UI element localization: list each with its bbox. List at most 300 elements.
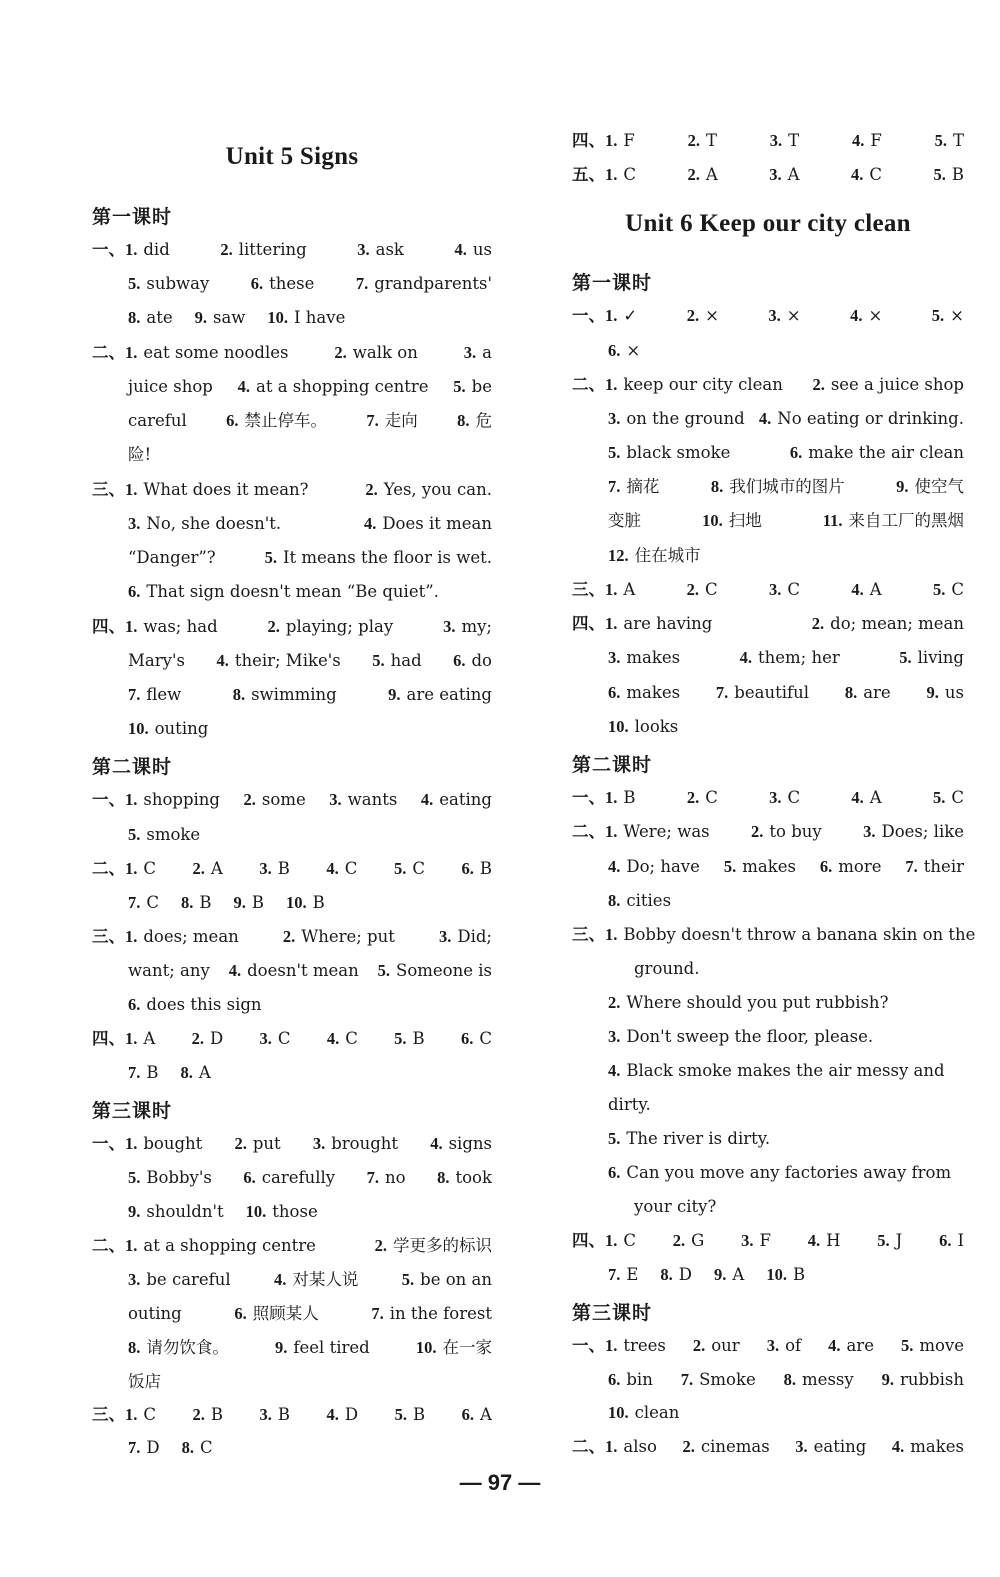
- item-number: 5.: [932, 580, 946, 599]
- answer-text: your city?: [634, 1197, 717, 1216]
- item-number: 4.: [228, 961, 242, 980]
- answer-line: [608, 473, 964, 501]
- unit6-title: Unit 6 Keep our city clean: [625, 210, 911, 237]
- item-number: 1.: [605, 580, 618, 599]
- item-number: 7.: [905, 857, 918, 876]
- item-number: 6.: [789, 443, 803, 462]
- answer-line: [608, 1023, 964, 1051]
- answer-item: [682, 1433, 769, 1461]
- answer-item: [933, 576, 964, 604]
- answer-item: [259, 855, 290, 883]
- section-number: 四、: [572, 131, 605, 150]
- item-number: 5.: [608, 1129, 621, 1148]
- answer-item: [402, 1266, 492, 1294]
- answer-text: F: [623, 131, 635, 150]
- item-number: 4.: [739, 648, 752, 667]
- item-number: 5.: [877, 1231, 890, 1250]
- answer-item: [608, 473, 659, 501]
- answer-line: [608, 1399, 964, 1427]
- answer-item: [845, 679, 891, 707]
- item-number: 3.: [768, 580, 782, 599]
- answer-text: C: [705, 788, 718, 807]
- answer-item: [128, 510, 281, 538]
- answer-line: [608, 1261, 964, 1289]
- answer-line: [128, 270, 492, 298]
- answer-text: A: [198, 1063, 211, 1082]
- answer-item: [375, 1232, 492, 1260]
- answer-item: [238, 373, 429, 401]
- answer-text: 对某人说: [292, 1270, 359, 1289]
- answer-item: [790, 439, 964, 467]
- answer-text: ask: [375, 240, 404, 259]
- answer-item: [193, 1401, 224, 1429]
- item-number: 4.: [891, 1437, 905, 1456]
- item-number: 6.: [243, 1168, 256, 1187]
- answer-line: [128, 1300, 492, 1328]
- item-number: 1.: [125, 480, 138, 499]
- answer-item: [394, 855, 425, 883]
- item-number: 3.: [259, 1405, 272, 1424]
- answer-text: their: [923, 857, 964, 876]
- item-number: 3.: [443, 617, 456, 636]
- item-number: 1.: [605, 306, 618, 325]
- item-number: 4.: [608, 1061, 621, 1080]
- item-number: 10.: [245, 1202, 267, 1221]
- item-number: 8.: [128, 1338, 141, 1357]
- answer-text: makes: [742, 857, 796, 876]
- answer-item: [608, 679, 680, 707]
- answer-text: 来自工厂的黑烟: [848, 511, 964, 530]
- answer-text: are: [863, 683, 891, 702]
- answer-item: [812, 610, 964, 638]
- answer-text: more: [838, 857, 882, 876]
- section-number: 一、: [92, 1134, 125, 1153]
- section-number: 二、: [92, 859, 125, 878]
- answer-item: [234, 1300, 318, 1328]
- answer-item: [608, 853, 700, 881]
- item-number: 4.: [850, 306, 863, 325]
- answer-item: [766, 1265, 805, 1284]
- answer-text: rubbish: [899, 1370, 964, 1389]
- answer-text: C: [143, 1405, 156, 1424]
- answer-item: [820, 853, 882, 881]
- answer-item: [246, 1202, 318, 1221]
- item-number: 5.: [608, 443, 621, 462]
- item-number: 4.: [807, 1231, 821, 1250]
- answer-line: [572, 1433, 964, 1461]
- answer-item: [608, 717, 678, 736]
- section-number: 三、: [92, 480, 125, 499]
- item-number: 3.: [438, 927, 452, 946]
- answer-item: [453, 647, 492, 675]
- item-number: 1.: [605, 131, 618, 150]
- answer-text: does; mean: [143, 927, 239, 946]
- answer-item: [769, 161, 799, 189]
- answer-item: [226, 407, 327, 435]
- item-number: 6.: [608, 341, 621, 360]
- answer-item: [751, 818, 822, 846]
- answer-text: C: [787, 580, 800, 599]
- item-number: 8.: [232, 685, 246, 704]
- answer-item: [673, 1227, 705, 1255]
- item-number: 6.: [608, 1163, 621, 1182]
- item-number: 6.: [226, 411, 239, 430]
- answer-item: [608, 546, 701, 565]
- answer-item: [808, 1227, 841, 1255]
- answer-item: [687, 161, 717, 189]
- answer-text: carefully: [261, 1168, 336, 1187]
- answer-text: feel tired: [293, 1338, 370, 1357]
- answer-text: C: [345, 1029, 358, 1048]
- answer-item: [740, 644, 840, 672]
- item-number: 1.: [125, 240, 138, 259]
- item-number: 4.: [851, 580, 864, 599]
- answer-item: [365, 476, 492, 504]
- answer-item: [768, 302, 800, 330]
- section-number: 三、: [92, 1405, 125, 1424]
- item-number: 3.: [128, 514, 141, 533]
- answer-text: at a shopping centre: [255, 377, 429, 396]
- item-number: 10.: [267, 308, 289, 327]
- answer-item: [770, 127, 799, 155]
- answer-line: [128, 1368, 492, 1396]
- answer-text: cities: [626, 891, 672, 910]
- answer-item: [128, 1334, 229, 1362]
- item-number: 5.: [453, 377, 466, 396]
- answer-item: [899, 644, 964, 672]
- item-number: 4.: [326, 1405, 339, 1424]
- answer-line: [128, 1164, 492, 1192]
- answer-item: [388, 681, 492, 709]
- answer-item: [608, 1129, 770, 1148]
- item-number: 10.: [286, 893, 307, 912]
- answer-text: also: [623, 1437, 657, 1456]
- answer-item: [693, 1332, 740, 1360]
- answer-line: [128, 441, 492, 469]
- answer-item: [371, 1300, 492, 1328]
- answer-text: E: [626, 1265, 639, 1284]
- answer-item: [128, 582, 439, 601]
- answer-line: [128, 1198, 492, 1226]
- answer-line: [608, 542, 964, 570]
- answer-item: [92, 339, 288, 367]
- answer-item: [608, 1061, 945, 1080]
- answer-item: [572, 1227, 636, 1255]
- answer-text: bought: [143, 1134, 203, 1153]
- answer-item: [901, 1332, 964, 1360]
- answer-text: ×: [950, 306, 964, 325]
- answer-text: ×: [705, 306, 719, 325]
- answer-item: [128, 825, 200, 844]
- answer-text: outing: [154, 719, 209, 738]
- answer-line: [634, 955, 964, 983]
- answer-item: [394, 1025, 425, 1053]
- answer-text: No, she doesn't.: [146, 514, 282, 533]
- item-number: 3.: [768, 306, 781, 325]
- answer-text: C: [412, 859, 425, 878]
- item-number: 5.: [899, 648, 912, 667]
- answer-text: B: [623, 788, 636, 807]
- answer-item: [128, 1063, 159, 1082]
- item-number: 9.: [194, 308, 207, 327]
- answer-text: 请勿饮食。: [146, 1338, 229, 1357]
- item-number: 10.: [415, 1338, 437, 1357]
- section-number: 三、: [572, 925, 605, 944]
- answer-text: shopping: [143, 790, 220, 809]
- answer-text: A: [787, 165, 800, 184]
- item-number: 1.: [125, 617, 138, 636]
- answer-line: [128, 957, 492, 985]
- item-number: 1.: [605, 925, 618, 944]
- answer-item: [128, 719, 208, 738]
- answer-text: Yes, you can.: [383, 480, 492, 499]
- answer-text: “Danger”?: [128, 548, 216, 567]
- item-number: 6.: [608, 683, 621, 702]
- item-number: 2.: [751, 822, 764, 841]
- item-number: 3.: [769, 131, 783, 150]
- answer-line: [92, 613, 492, 641]
- answer-text: trees: [623, 1336, 666, 1355]
- answer-text: A: [143, 1029, 156, 1048]
- answer-text: That sign doesn't mean “Be quiet”.: [146, 582, 439, 601]
- answer-line: [572, 371, 964, 399]
- answer-item: [812, 371, 964, 399]
- item-number: 1.: [605, 375, 618, 394]
- answer-text: T: [952, 131, 964, 150]
- item-number: 4.: [608, 857, 621, 876]
- answer-text: put: [252, 1134, 281, 1153]
- answer-text: Where should you put rubbish?: [626, 993, 889, 1012]
- answer-text: C: [951, 580, 964, 599]
- answer-text: saw: [212, 308, 246, 327]
- item-number: 3.: [795, 1437, 808, 1456]
- answer-item: [430, 1130, 492, 1158]
- answer-text: F: [759, 1231, 771, 1250]
- answer-item: [608, 1027, 873, 1046]
- answer-text: No eating or drinking.: [777, 409, 964, 428]
- answer-item: [244, 786, 306, 814]
- answer-item: [283, 923, 395, 951]
- item-number: 4.: [326, 859, 339, 878]
- answer-text: dirty.: [608, 1095, 651, 1114]
- item-number: 3.: [357, 240, 370, 259]
- answer-text: B: [251, 893, 265, 912]
- item-number: 2.: [672, 1231, 686, 1250]
- answer-item: [192, 1025, 224, 1053]
- answer-item: [828, 1332, 874, 1360]
- answer-text: B: [277, 859, 290, 878]
- section-number: 一、: [572, 306, 605, 325]
- item-number: 8.: [437, 1168, 450, 1187]
- answer-item: [572, 302, 637, 330]
- answer-text: D: [678, 1265, 693, 1284]
- answer-line: [92, 855, 492, 883]
- answer-item: [195, 308, 246, 327]
- answer-text: B: [479, 859, 492, 878]
- answer-line: [128, 889, 492, 917]
- answer-text: What does it mean?: [143, 480, 309, 499]
- answer-text: do; mean; mean: [830, 614, 964, 633]
- answer-text: 禁止停车。: [244, 411, 327, 430]
- answer-text: makes: [626, 648, 681, 667]
- answer-item: [92, 1401, 156, 1429]
- answer-text: was; had: [143, 617, 218, 636]
- answer-item: [128, 270, 209, 298]
- answer-text: C: [146, 893, 159, 912]
- item-number: 7.: [371, 1304, 384, 1323]
- answer-line: [92, 1025, 492, 1053]
- unit6-lesson3-heading: 第三课时: [572, 1302, 653, 1324]
- section-number: 四、: [572, 614, 605, 633]
- answer-item: [92, 476, 309, 504]
- answer-item: [572, 610, 712, 638]
- answer-text: J: [895, 1231, 903, 1250]
- answer-text: clean: [634, 1403, 680, 1422]
- answer-line: [572, 784, 964, 812]
- answer-item: [933, 161, 964, 189]
- answer-text: us: [944, 683, 964, 702]
- answer-line: [128, 1266, 492, 1294]
- answer-text: 险!: [128, 445, 152, 464]
- answer-text: 扫地: [728, 511, 762, 530]
- answer-item: [892, 1433, 964, 1461]
- answer-line: [608, 644, 964, 672]
- answer-item: [233, 681, 337, 709]
- answer-text: want; any: [128, 961, 210, 980]
- item-number: 1.: [605, 822, 618, 841]
- answer-text: are having: [623, 614, 713, 633]
- item-number: 2.: [192, 1405, 205, 1424]
- answer-text: A: [732, 1265, 745, 1284]
- item-number: 9.: [388, 685, 401, 704]
- answer-item: [128, 681, 181, 709]
- answer-text: my;: [461, 617, 492, 636]
- answer-text: grandparents': [374, 274, 492, 293]
- answer-text: be: [471, 377, 492, 396]
- answer-line: [128, 373, 492, 401]
- item-number: 5.: [377, 961, 391, 980]
- answer-text: to buy: [769, 822, 822, 841]
- answer-text: walk on: [352, 343, 418, 362]
- item-number: 6.: [461, 859, 474, 878]
- answer-line: [608, 1057, 964, 1085]
- item-number: 7.: [366, 1168, 380, 1187]
- answer-text: 住在城市: [634, 546, 701, 565]
- answer-item: [608, 644, 680, 672]
- answer-text: A: [869, 580, 882, 599]
- answer-text: subway: [146, 274, 210, 293]
- answer-item: [364, 510, 492, 538]
- answer-text: ×: [626, 341, 641, 360]
- section-number: 二、: [92, 1236, 125, 1255]
- answer-text: took: [455, 1168, 492, 1187]
- item-number: 6.: [234, 1304, 247, 1323]
- answer-text: I: [957, 1231, 964, 1250]
- item-number: 1.: [125, 1134, 138, 1153]
- item-number: 3.: [766, 1336, 780, 1355]
- answer-item: [932, 302, 964, 330]
- answer-item: [92, 613, 218, 641]
- unit6-lesson2-heading: 第二课时: [572, 754, 653, 776]
- answer-text: shouldn't: [146, 1202, 224, 1221]
- item-number: 7.: [608, 1265, 621, 1284]
- answer-item: [92, 855, 156, 883]
- item-number: 4.: [326, 1029, 340, 1048]
- answer-line: [608, 679, 964, 707]
- item-number: 8.: [128, 308, 141, 327]
- answer-text: some: [261, 790, 306, 809]
- section-number: 二、: [572, 375, 605, 394]
- answer-text: B: [146, 1063, 159, 1082]
- answer-text: B: [210, 1405, 224, 1424]
- answer-text: careful: [128, 411, 187, 430]
- answer-text: Where; put: [301, 927, 395, 946]
- answer-item: [741, 1227, 771, 1255]
- answer-item: [128, 1164, 212, 1192]
- answer-item: [769, 576, 800, 604]
- answer-item: [128, 1266, 231, 1294]
- answer-item: [181, 1063, 211, 1082]
- item-number: 2.: [692, 1336, 706, 1355]
- answer-text: bin: [626, 1370, 653, 1389]
- item-number: 3.: [463, 343, 477, 362]
- item-number: 2.: [812, 375, 825, 394]
- item-number: 8.: [710, 477, 724, 496]
- item-number: 4.: [420, 790, 434, 809]
- item-number: 3.: [608, 409, 621, 428]
- item-number: 7.: [128, 1063, 141, 1082]
- answer-item: [92, 1232, 316, 1260]
- item-number: 10.: [608, 1403, 629, 1422]
- answer-item: [128, 1438, 160, 1457]
- item-number: 1.: [125, 790, 138, 809]
- answer-line: [608, 887, 964, 915]
- answer-text: T: [788, 131, 800, 150]
- answer-text: Did;: [457, 927, 492, 946]
- item-number: 4.: [430, 1134, 443, 1153]
- item-number: 4.: [363, 514, 377, 533]
- item-number: 6.: [460, 1029, 474, 1048]
- item-number: 6.: [461, 1405, 475, 1424]
- answer-item: [608, 439, 730, 467]
- item-number: 1.: [125, 927, 138, 946]
- answer-line: [572, 161, 964, 189]
- item-number: 8.: [783, 1370, 797, 1389]
- item-number: 2.: [282, 927, 296, 946]
- item-number: 4.: [237, 377, 250, 396]
- answer-item: [457, 407, 492, 435]
- answer-text: 饭店: [128, 1372, 161, 1391]
- answer-text: C: [344, 859, 358, 878]
- item-number: 3.: [608, 1027, 621, 1046]
- answer-text: make the air clean: [808, 443, 964, 462]
- item-number: 3.: [769, 165, 782, 184]
- answer-line: [572, 127, 964, 155]
- answer-item: [268, 613, 394, 641]
- answer-item: [329, 786, 397, 814]
- answer-line: [128, 304, 492, 332]
- item-number: 1.: [125, 1405, 138, 1424]
- answer-text: on the ground: [626, 409, 745, 428]
- answer-text: wants: [347, 790, 398, 809]
- item-number: 3.: [329, 790, 342, 809]
- answer-item: [356, 270, 492, 298]
- answer-item: [716, 679, 809, 707]
- answer-text: no: [385, 1168, 406, 1187]
- answer-line: [608, 713, 964, 741]
- item-number: 5.: [401, 1270, 415, 1289]
- answer-text: doesn't mean: [247, 961, 359, 980]
